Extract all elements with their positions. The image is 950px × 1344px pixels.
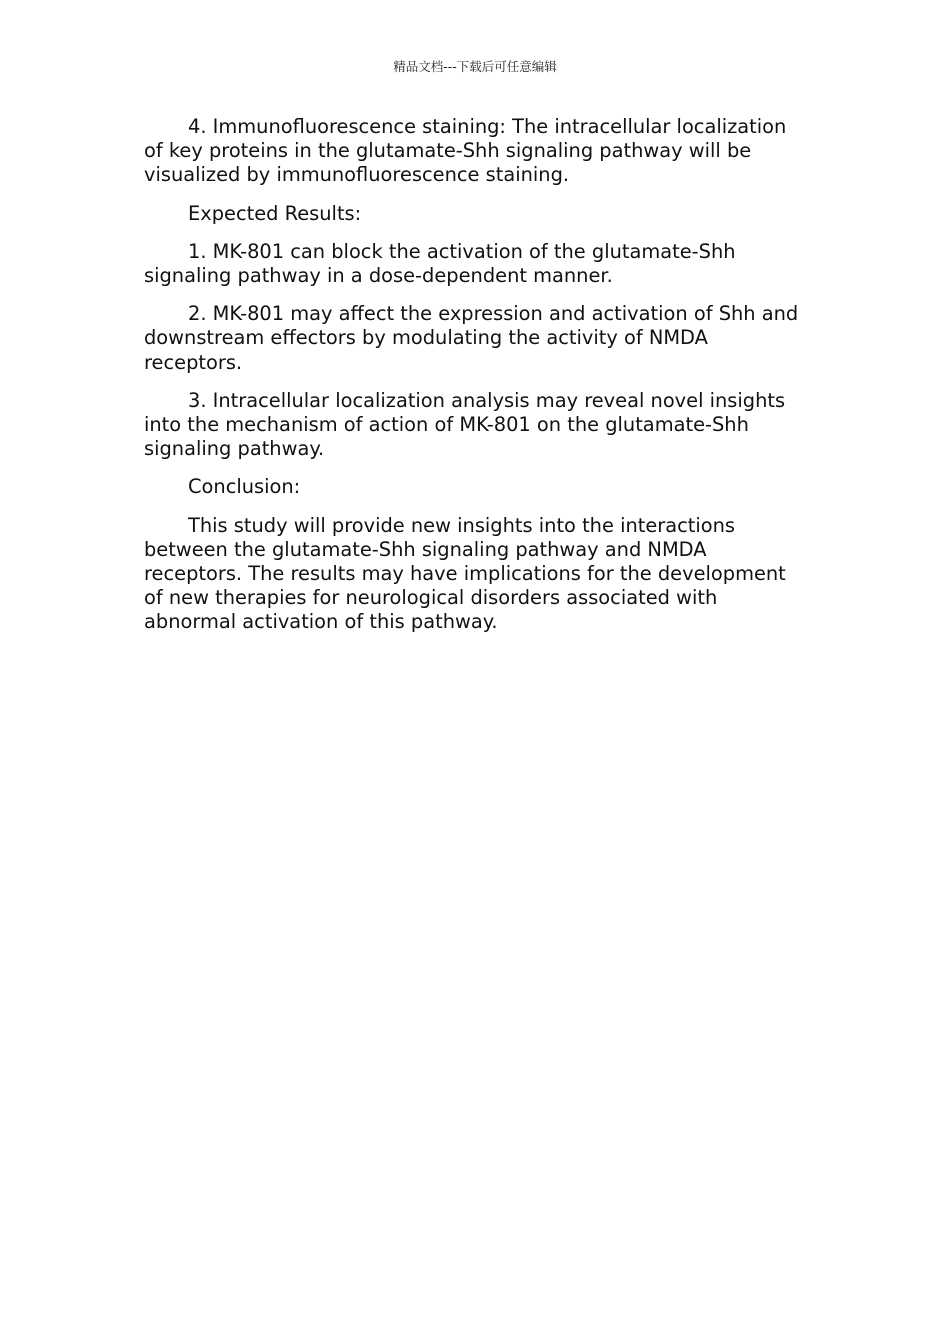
heading-conclusion: Conclusion: (188, 475, 301, 499)
paragraph-method-step-4: 4. Immunofluorescence staining: The intracellular localization of key proteins in the glutamate-Shh signaling pathway will be visualized by immunofluorescence staining. (144, 115, 787, 187)
heading-expected-results: Expected Results: (188, 201, 362, 225)
document-body (144, 115, 809, 649)
paragraph-result-1: 1. MK-801 can block the activation of the glutamate-Shh signaling pathway in a dose-dependent manner. (144, 239, 736, 288)
page-header: 精品文档---下载后可任意编辑 (393, 59, 557, 74)
paragraph-result-3: 3. Intracellular localization analysis may reveal novel insights into the mechanism of action of MK-801 on the glutamate-Shh signaling pathway. (144, 388, 786, 461)
paragraph-result-2: 2. MK-801 may affect the expression and activation of Shh and downstream effectors by modulating the activity of NMDA receptors. (144, 302, 799, 374)
paragraph-conclusion: This study will provide new insights into the interactions between the glutamate-Shh signaling pathway and NMDA receptors. The results may have implications for the development of new therapies for neurological disorders associated with abnormal activation of this pathway. (144, 513, 786, 634)
